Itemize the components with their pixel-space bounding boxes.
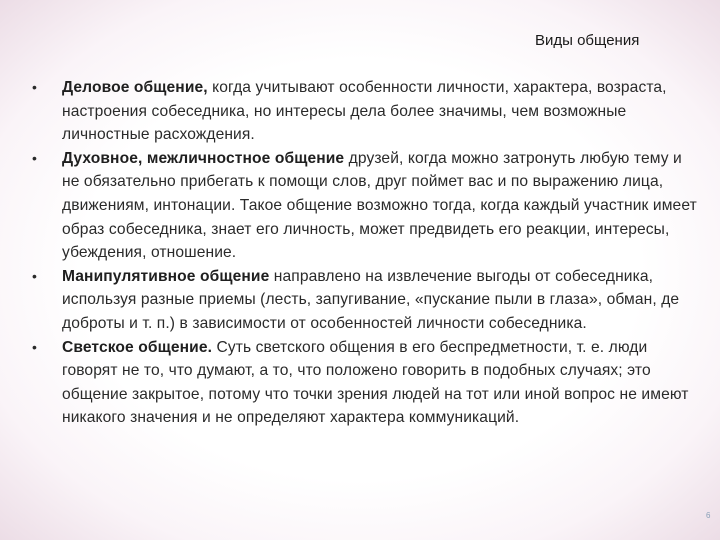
types-of-communication-list: [28, 76, 700, 430]
list-item-business: [28, 76, 700, 147]
item-text: Суть светского общения в его беспредметности, т. е. люди говорят не то, что думают, а то, что положено говорить в подобных случаях; это общение закрытое, потому что точки зрения людей на тот или иной вопрос не имеют никакого значения и не определяют характера коммуникаций.: [62, 338, 689, 427]
list-item-social: [28, 336, 700, 430]
slide-title: Виды общения: [535, 32, 640, 49]
bullet-icon: •: [32, 149, 38, 166]
list-item-spiritual: [28, 147, 700, 265]
list-item-manipulative: [28, 265, 700, 336]
item-text: друзей, когда можно затронуть любую тему и не обязательно прибегать к помощи слов, друг поймет вас и по выражению лица, движениям, интонации. Такое общение возможно тогда, когда каждый участник имеет образ собеседника, знает его личность, может предвидеть его реакции, интересы, убеждения, отношение.: [62, 149, 697, 262]
bullet-icon: •: [32, 338, 38, 355]
item-term: Манипулятивное общение: [62, 267, 270, 285]
item-term: Духовное, межличностное общение: [62, 149, 345, 167]
bullet-icon: •: [32, 79, 38, 95]
item-text: направлено на извлечение выгоды от собеседника, используя разные приемы (лесть, запугивание, «пускание пыли в глаза», обман, де доброты и т. п.) в зависимости от особенностей личности собеседника.: [62, 267, 680, 332]
item-term: Деловое общение,: [62, 79, 208, 96]
item-term: Светское общение.: [62, 338, 213, 356]
item-text: когда учитывают особенности личности, характера, возраста, настроения собеседника, но интересы дела более значимы, чем возможные личностные расхождения.: [62, 79, 667, 144]
page-number: 6: [706, 511, 711, 520]
bullet-icon: •: [32, 267, 38, 284]
